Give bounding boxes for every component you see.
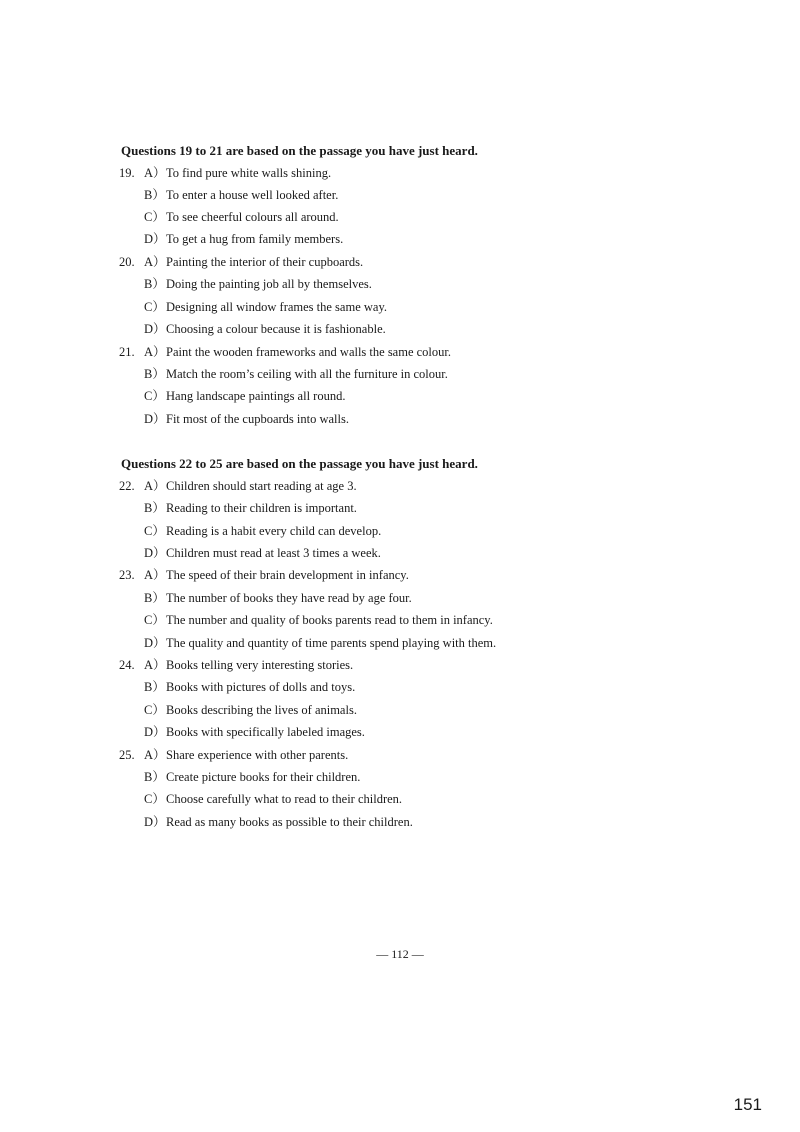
option-text: Read as many books as possible to their children.: [166, 815, 413, 829]
option-letter: C）: [144, 210, 165, 224]
question-number: 22.: [119, 479, 135, 493]
option-text: The speed of their brain development in infancy.: [166, 568, 409, 582]
option-letter: B）: [144, 680, 165, 694]
option-letter: A）: [144, 255, 166, 269]
option-letter: D）: [144, 815, 166, 829]
option-letter: D）: [144, 546, 166, 560]
question-number: 24.: [119, 658, 135, 672]
option-text: Reading is a habit every child can develop.: [166, 524, 382, 538]
option-letter: B）: [144, 770, 165, 784]
option-text: The number of books they have read by age four.: [166, 591, 412, 605]
option-letter: D）: [144, 725, 166, 739]
option-text: To see cheerful colours all around.: [166, 210, 339, 224]
option-letter: C）: [144, 792, 165, 806]
option-text: Choosing a colour because it is fashionable.: [166, 322, 386, 336]
option-letter: C）: [144, 300, 165, 314]
option-text: Books with pictures of dolls and toys.: [166, 680, 356, 694]
option-text: Fit most of the cupboards into walls.: [166, 412, 349, 426]
option-letter: A）: [144, 166, 166, 180]
option-letter: B）: [144, 591, 165, 605]
option-letter: C）: [144, 703, 165, 717]
option-text: Create picture books for their children.: [166, 770, 361, 784]
option-text: Children must read at least 3 times a week.: [166, 546, 381, 560]
option-text: Designing all window frames the same way.: [166, 300, 388, 314]
option-letter: D）: [144, 636, 166, 650]
option-letter: A）: [144, 568, 166, 582]
option-text: Match the room’s ceiling with all the furniture in colour.: [166, 367, 448, 381]
option-text: Children should start reading at age 3.: [166, 479, 357, 493]
option-letter: D）: [144, 232, 166, 246]
option-text: Books telling very interesting stories.: [166, 658, 354, 672]
option-letter: D）: [144, 412, 166, 426]
option-text: Doing the painting job all by themselves.: [166, 277, 372, 291]
option-letter: B）: [144, 501, 165, 515]
question-number: 19.: [119, 166, 135, 180]
section-heading: Questions 19 to 21 are based on the passage you have just heard.: [121, 143, 478, 158]
question-number: 25.: [119, 748, 135, 762]
option-letter: C）: [144, 524, 165, 538]
option-text: Books describing the lives of animals.: [166, 703, 357, 717]
option-letter: B）: [144, 367, 165, 381]
option-text: To find pure white walls shining.: [166, 166, 332, 180]
option-letter: C）: [144, 389, 165, 403]
option-text: Reading to their children is important.: [166, 501, 357, 515]
option-letter: C）: [144, 613, 165, 627]
section-heading: Questions 22 to 25 are based on the passage you have just heard.: [121, 456, 478, 471]
question-number: 23.: [119, 568, 135, 582]
question-number: 20.: [119, 255, 135, 269]
option-letter: A）: [144, 479, 166, 493]
option-text: Hang landscape paintings all round.: [166, 389, 346, 403]
option-text: To get a hug from family members.: [166, 232, 344, 246]
page-number: — 112 —: [376, 947, 424, 961]
option-text: Paint the wooden frameworks and walls the same colour.: [166, 345, 451, 359]
option-text: Choose carefully what to read to their children.: [166, 792, 403, 806]
option-letter: A）: [144, 748, 166, 762]
option-letter: D）: [144, 322, 166, 336]
sheet-number: 151: [733, 1095, 762, 1114]
option-text: To enter a house well looked after.: [166, 188, 339, 202]
option-letter: B）: [144, 277, 165, 291]
option-text: Painting the interior of their cupboards.: [166, 255, 364, 269]
option-text: Share experience with other parents.: [166, 748, 349, 762]
question-number: 21.: [119, 345, 135, 359]
option-letter: A）: [144, 658, 166, 672]
option-text: The number and quality of books parents read to them in infancy.: [166, 613, 493, 627]
option-letter: A）: [144, 345, 166, 359]
option-letter: B）: [144, 188, 165, 202]
option-text: Books with specifically labeled images.: [166, 725, 365, 739]
option-text: The quality and quantity of time parents spend playing with them.: [166, 636, 497, 650]
